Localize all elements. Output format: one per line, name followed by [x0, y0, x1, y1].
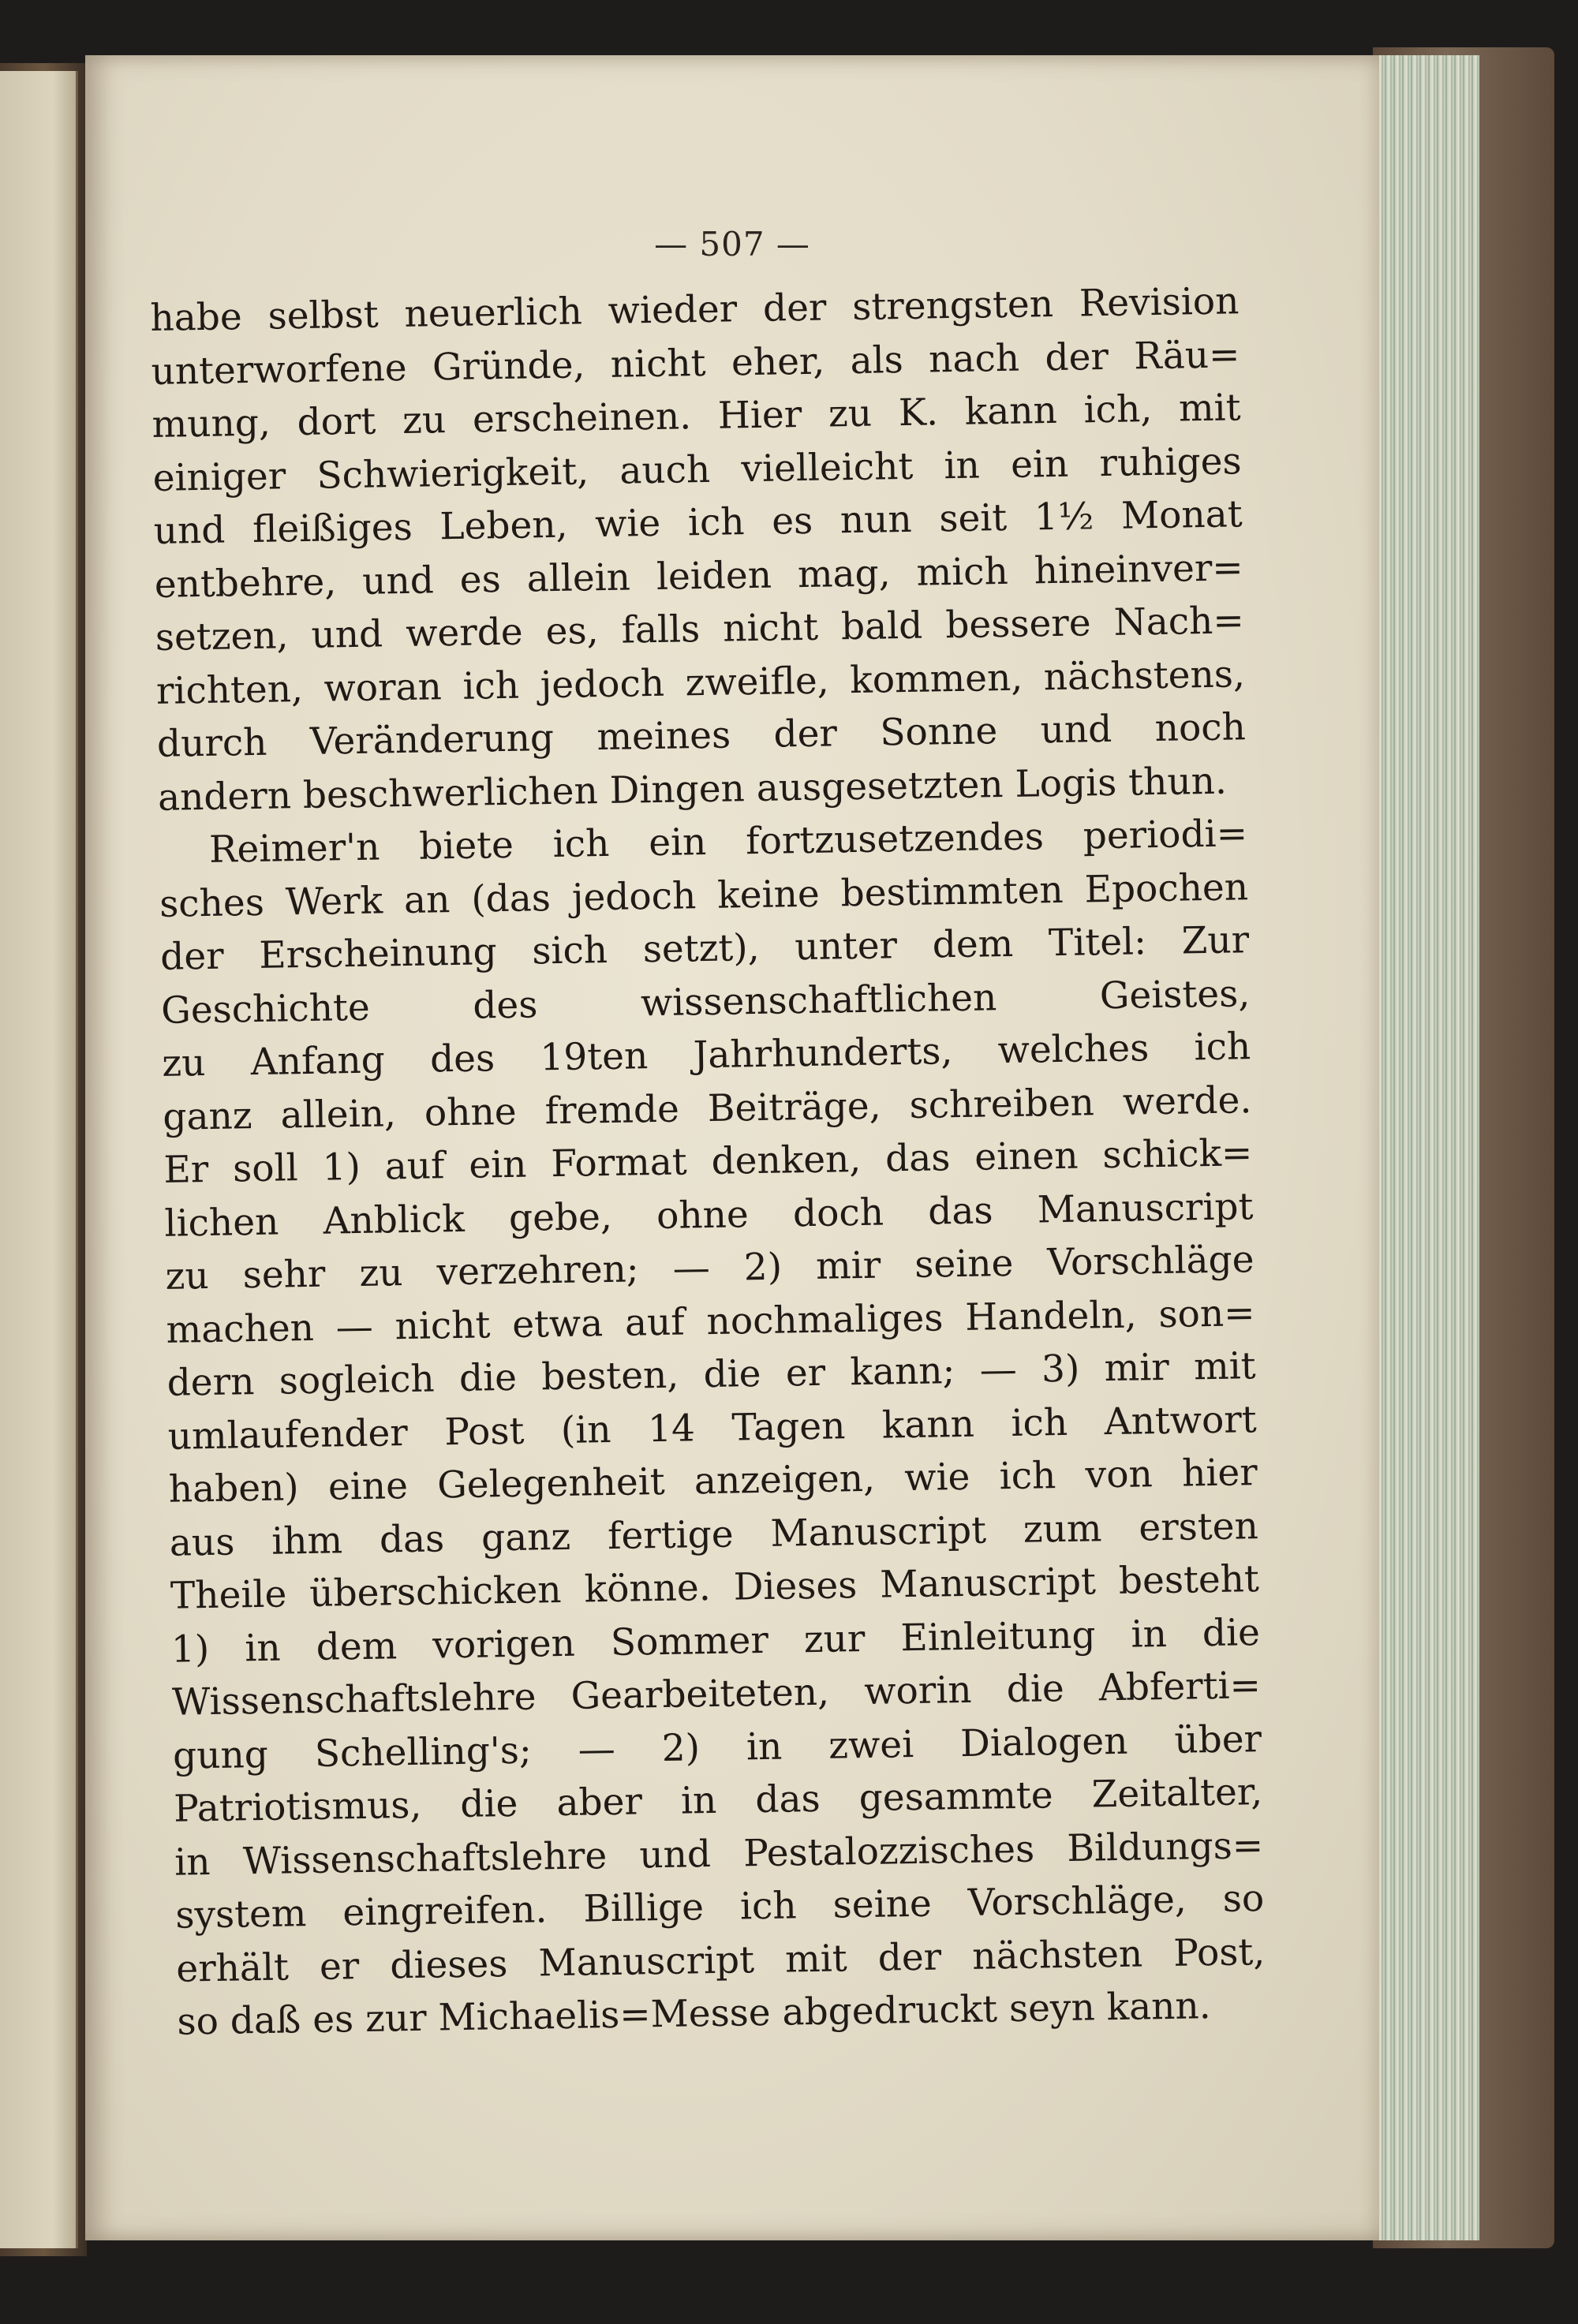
text-line: sches Werk an (das jedoch keine bestimmten Epochen: [159, 865, 1249, 926]
text-line: einiger Schwierigkeit, auch vielleicht in ein ruhiges: [152, 439, 1242, 500]
page-number: — 507 —: [654, 225, 810, 263]
text-line: umlaufender Post (in 14 Tagen kann ich Antwort: [167, 1397, 1258, 1459]
text-line: system eingreifen. Billige ich seine Vorschläge, so: [174, 1877, 1265, 1937]
text-line: lichen Anblick gebe, ohne doch das Manuscript: [164, 1184, 1254, 1246]
text-line: dern sogleich die besten, die er kann; — 3) mir mit: [166, 1344, 1256, 1405]
text-line: unterworfene Gründe, nicht eher, als nach der Räu=: [151, 332, 1240, 394]
text-line: 1) in dem vorigen Sommer zur Einleitung in die: [170, 1610, 1261, 1672]
text-line: aus ihm das ganz fertige Manuscript zum ersten: [169, 1504, 1259, 1565]
text-line: machen — nicht etwa auf nochmaliges Handeln, son=: [166, 1291, 1255, 1352]
body-text: [150, 275, 1266, 2049]
text-line: Wissenschaftslehre Gearbeiteten, worin die Abferti=: [171, 1664, 1262, 1724]
text-line: Theile überschicken könne. Dieses Manuscript besteht: [170, 1557, 1260, 1618]
text-line: Er soll 1) auf ein Format denken, das einen schick=: [163, 1131, 1253, 1192]
text-line: andern beschwerlichen Dingen ausgesetzten Logis thun.: [157, 759, 1228, 820]
text-line: der Erscheinung sich setzt), unter dem Titel: Zur: [159, 918, 1250, 979]
book-page: [85, 55, 1379, 2240]
text-line: Reimer'n biete ich ein fortzusetzendes periodi=: [208, 812, 1248, 872]
text-line: in Wissenschaftslehre und Pestalozzisches Bildungs=: [174, 1823, 1264, 1885]
text-line: so daß es zur Michaelis=Messe abgedruckt seyn kann.: [177, 1984, 1212, 2044]
text-line: mung, dort zu erscheinen. Hier zu K. kann ich, mit: [151, 386, 1241, 446]
text-line: ganz allein, ohne fremde Beiträge, schreiben werde.: [162, 1078, 1252, 1139]
text-line: zu Anfang des 19ten Jahrhunderts, welches ich: [161, 1025, 1251, 1085]
text-line: haben) eine Gelegenheit anzeigen, wie ich von hier: [168, 1451, 1258, 1511]
text-line: entbehre, und es allein leiden mag, mich hineinver=: [154, 545, 1244, 607]
text-line: zu sehr zu verzehren; — 2) mir seine Vorschläge: [165, 1238, 1255, 1298]
text-line: und fleißiges Leben, wie ich es nun seit 1½ Monat: [153, 492, 1243, 553]
text-line: habe selbst neuerlich wieder der strengsten Revision: [150, 279, 1240, 340]
text-line: durch Veränderung meines der Sonne und noch: [156, 705, 1247, 766]
facing-page-edge: [0, 71, 78, 2248]
text-line: erhält er dieses Manuscript mit der nächsten Post,: [175, 1930, 1266, 1991]
text-line: gung Schelling's; — 2) in zwei Dialogen über: [172, 1717, 1262, 1778]
text-line: setzen, und werde es, falls nicht bald bessere Nach=: [155, 599, 1245, 659]
text-line: Patriotismus, die aber in das gesammte Zeitalter,: [173, 1770, 1263, 1831]
text-line: richten, woran ich jedoch zweifle, kommen, nächstens,: [155, 652, 1246, 713]
text-line: Geschichte des wissenschaftlichen Geistes,: [160, 971, 1251, 1033]
